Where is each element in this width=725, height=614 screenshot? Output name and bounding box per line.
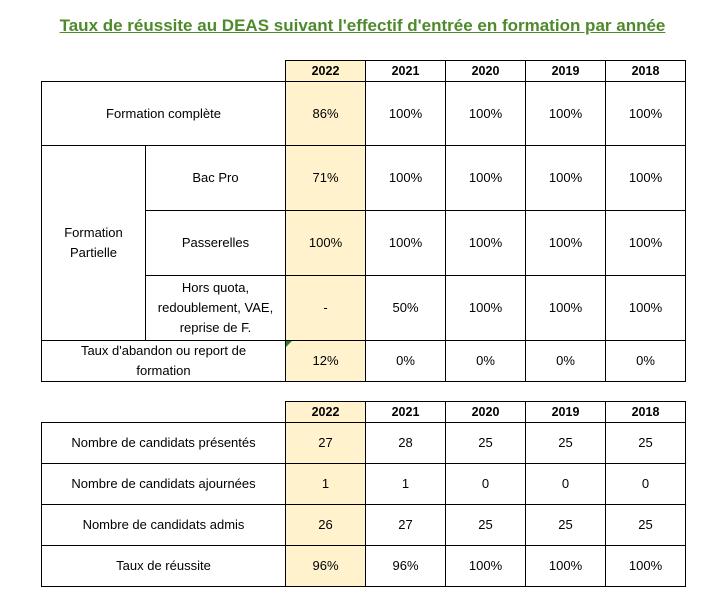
table-cell: 100%: [606, 82, 686, 146]
row-label-line: formation: [136, 363, 191, 378]
table-cell: 100%: [526, 211, 606, 276]
table-cell: 100%: [606, 146, 686, 211]
page-title: Taux de réussite au DEAS suivant l'effectif d'entrée en formation par année: [59, 16, 666, 35]
table-cell: 100%: [526, 82, 606, 146]
table-cell: 71%: [286, 146, 366, 211]
year-header: 2020: [446, 402, 526, 423]
row-label-taux-reussite: Taux de réussite: [42, 546, 286, 587]
table-header-row: [42, 61, 686, 82]
candidates-table: [41, 401, 686, 587]
year-header: 2021: [366, 61, 446, 82]
table-cell: 0%: [446, 341, 526, 382]
table-cell: 0: [526, 464, 606, 505]
empty-corner: [42, 402, 286, 423]
table-cell: 100%: [606, 546, 686, 587]
table-cell: 96%: [286, 546, 366, 587]
table-cell: 25: [446, 505, 526, 546]
table-cell: 28: [366, 423, 446, 464]
table-cell: 100%: [446, 82, 526, 146]
row-label-line: reprise de F.: [179, 320, 252, 335]
table-cell: 100%: [606, 276, 686, 341]
year-header: 2021: [366, 402, 446, 423]
row-label-ajournees: Nombre de candidats ajournées: [42, 464, 286, 505]
table-cell: 100%: [446, 546, 526, 587]
table-cell: 0%: [526, 341, 606, 382]
row-label-abandon: [42, 341, 286, 382]
table-cell: 100%: [526, 146, 606, 211]
row-label-hors-quota: [146, 276, 286, 341]
row-label-line: Taux d'abandon ou report de: [80, 343, 247, 358]
table-cell: 50%: [366, 276, 446, 341]
table-cell: 25: [606, 423, 686, 464]
table-cell: 25: [606, 505, 686, 546]
table-cell: 0%: [606, 341, 686, 382]
table-row: [42, 546, 686, 587]
row-label-line: redoublement, VAE,: [157, 300, 274, 315]
table-cell: 0%: [366, 341, 446, 382]
year-header: 2022: [286, 61, 366, 82]
table-cell: 100%: [366, 82, 446, 146]
year-header: 2019: [526, 61, 606, 82]
row-label-line: Hors quota,: [181, 280, 250, 295]
table-cell: 100%: [606, 211, 686, 276]
table-cell: 0: [446, 464, 526, 505]
table-cell: 25: [526, 505, 606, 546]
empty-corner: [42, 61, 286, 82]
table-cell: 100%: [366, 146, 446, 211]
table-cell: -: [286, 276, 366, 341]
table-cell: 100%: [446, 276, 526, 341]
table-cell: 100%: [446, 146, 526, 211]
table-cell: 100%: [526, 546, 606, 587]
table-cell: 27: [366, 505, 446, 546]
table-header-row: [42, 402, 686, 423]
row-label-bac-pro: Bac Pro: [146, 146, 286, 211]
year-header: 2022: [286, 402, 366, 423]
table-row: [42, 82, 686, 146]
table-cell: 0: [606, 464, 686, 505]
table-cell: 25: [446, 423, 526, 464]
row-label-passerelles: Passerelles: [146, 211, 286, 276]
row-label-formation-complete: Formation complète: [42, 82, 286, 146]
table-cell: 100%: [286, 211, 366, 276]
row-label-admis: Nombre de candidats admis: [42, 505, 286, 546]
table-cell: 100%: [446, 211, 526, 276]
group-label-line: Partielle: [70, 245, 117, 260]
table-cell: 1: [366, 464, 446, 505]
table-cell: 100%: [366, 211, 446, 276]
year-header: 2018: [606, 61, 686, 82]
table-cell: 1: [286, 464, 366, 505]
table-cell: 12%: [286, 341, 366, 382]
table-cell: 27: [286, 423, 366, 464]
table-cell: 96%: [366, 546, 446, 587]
table-row: [42, 464, 686, 505]
table-row: [42, 505, 686, 546]
year-header: 2019: [526, 402, 606, 423]
year-header: 2020: [446, 61, 526, 82]
year-header: 2018: [606, 402, 686, 423]
row-label-presentes: Nombre de candidats présentés: [42, 423, 286, 464]
group-label-line: Formation: [64, 225, 123, 240]
table-row: [42, 146, 686, 211]
table-row: [42, 423, 686, 464]
table-cell: 25: [526, 423, 606, 464]
table-cell: 26: [286, 505, 366, 546]
row-group-formation-partielle: [42, 146, 146, 341]
success-rate-table: [41, 60, 686, 382]
table-cell: 86%: [286, 82, 366, 146]
table-row: [42, 341, 686, 382]
table-cell: 100%: [526, 276, 606, 341]
